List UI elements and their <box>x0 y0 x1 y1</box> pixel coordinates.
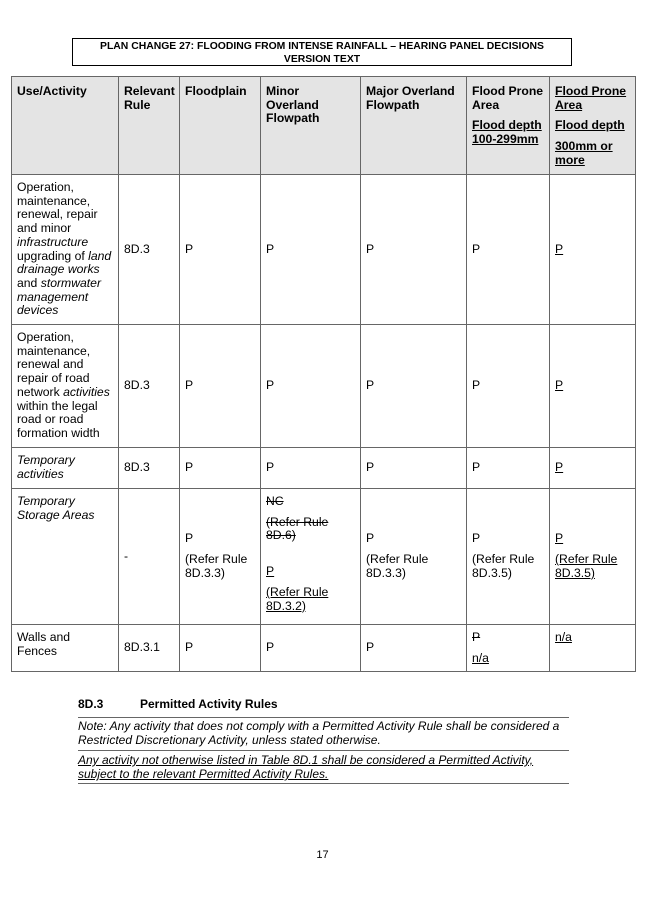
col-header-floodplain: Floodplain <box>180 77 261 175</box>
major-cell: P (Refer Rule 8D.3.3) <box>361 489 467 625</box>
section-heading <box>78 697 278 711</box>
minor-cell: NC (Refer Rule 8D.6) P (Refer Rule 8D.3.2) <box>261 489 361 625</box>
major-cell: P <box>361 448 467 489</box>
fpa1-cell: P (Refer Rule 8D.3.5) <box>467 489 550 625</box>
table-row <box>12 448 636 489</box>
rule-cell: - <box>119 489 180 625</box>
table-row <box>12 489 636 625</box>
fpa2-cell: P <box>550 175 636 325</box>
notes-block <box>78 717 569 784</box>
col-header-fpa2: Flood Prone Area Flood depth 300mm or more <box>550 77 636 175</box>
minor-cell: P <box>261 175 361 325</box>
rule-cell: 8D.3 <box>119 448 180 489</box>
floodplain-cell: P <box>180 175 261 325</box>
note-amendment-text: Any activity not otherwise listed in Table 8D.1 shall be considered a Permitted Activity, subject to the relevant Permitted Activity Rules. <box>78 750 569 784</box>
activity-cell: Operation, maintenance, renewal and repair of road network activities within the legal road or road formation width <box>12 325 119 448</box>
fpa1-cell: P <box>467 325 550 448</box>
col-header-fpa1: Flood Prone Area Flood depth 100-299mm <box>467 77 550 175</box>
table-row <box>12 175 636 325</box>
note-text: Note: Any activity that does not comply with a Permitted Activity Rule shall be considered a Restricted Discretionary Activity, unless stated otherwise. <box>78 717 569 750</box>
floodplain-cell: P <box>180 325 261 448</box>
minor-cell: P <box>261 448 361 489</box>
header-title: PLAN CHANGE 27: FLOODING FROM INTENSE RAINFALL – HEARING PANEL DECISIONS <box>100 41 544 52</box>
major-cell: P <box>361 175 467 325</box>
page-number: 17 <box>316 849 329 861</box>
col-header-minor: Minor Overland Flowpath <box>261 77 361 175</box>
activity-table <box>11 76 636 672</box>
col-header-use: Use/Activity <box>12 77 119 175</box>
activity-cell: Temporary Storage Areas <box>12 489 119 625</box>
rule-cell: 8D.3 <box>119 325 180 448</box>
minor-cell: P <box>261 625 361 672</box>
floodplain-cell: P <box>180 625 261 672</box>
fpa2-cell: P (Refer Rule 8D.3.5) <box>550 489 636 625</box>
activity-cell: Temporary activities <box>12 448 119 489</box>
rule-cell: 8D.3.1 <box>119 625 180 672</box>
major-cell: P <box>361 325 467 448</box>
major-cell: P <box>361 625 467 672</box>
header-subtitle: VERSION TEXT <box>283 54 361 65</box>
fpa2-cell: P <box>550 325 636 448</box>
rule-cell: 8D.3 <box>119 175 180 325</box>
fpa1-cell: P <box>467 175 550 325</box>
fpa2-cell: n/a <box>550 625 636 672</box>
minor-cell: P <box>261 325 361 448</box>
col-header-major: Major Overland Flowpath <box>361 77 467 175</box>
section-number: 8D.3 <box>78 697 104 711</box>
activity-cell: Walls and Fences <box>12 625 119 672</box>
fpa1-cell: P n/a <box>467 625 550 672</box>
table-header-row <box>12 77 636 175</box>
floodplain-cell: P (Refer Rule 8D.3.3) <box>180 489 261 625</box>
fpa2-cell: P <box>550 448 636 489</box>
fpa1-cell: P <box>467 448 550 489</box>
floodplain-cell: P <box>180 448 261 489</box>
activity-cell: Operation, maintenance, renewal, repair and minor infrastructure upgrading of land drainage works and stormwater management devices <box>12 175 119 325</box>
section-title: Permitted Activity Rules <box>140 697 278 711</box>
col-header-rule: Relevant Rule <box>119 77 180 175</box>
table-row <box>12 325 636 448</box>
document-header <box>72 38 572 66</box>
table-row <box>12 625 636 672</box>
